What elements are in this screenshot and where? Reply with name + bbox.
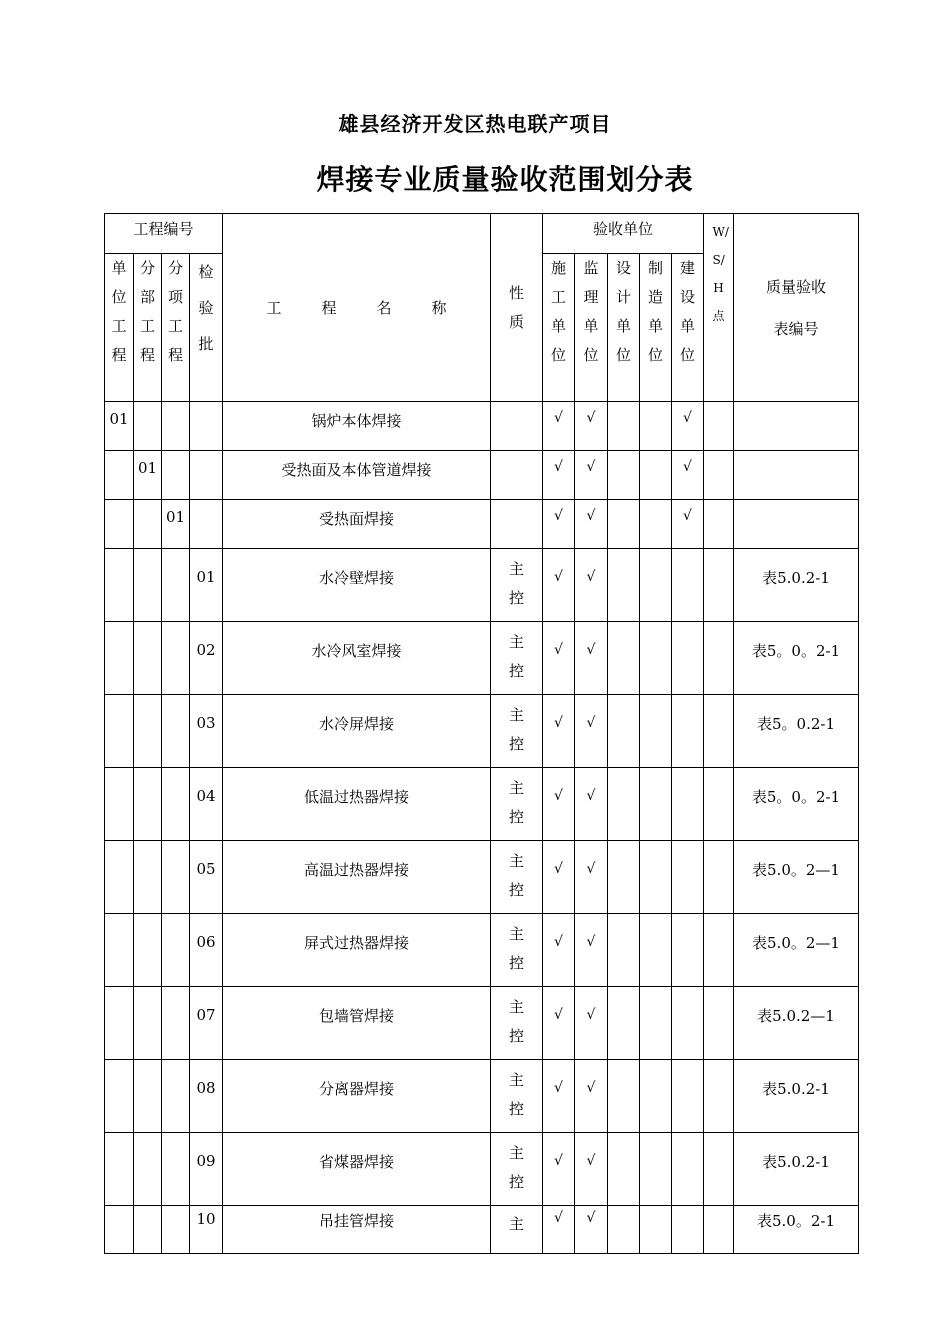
unit-project-cell: 01	[105, 402, 134, 451]
supervision-check-cell: √	[575, 451, 608, 500]
owner-check-cell	[672, 987, 704, 1060]
table-row	[105, 451, 859, 500]
division-project-cell	[134, 914, 162, 987]
acceptance-division-table	[104, 213, 859, 1254]
owner-check-cell	[672, 914, 704, 987]
wsh-point-cell	[704, 402, 734, 451]
division-project-cell	[134, 622, 162, 695]
unit-project-cell	[105, 1060, 134, 1133]
owner-unit-header	[672, 254, 704, 402]
construction-check-cell: √	[543, 549, 575, 622]
form-no-cell: 表5.0.2—1	[734, 987, 859, 1060]
unit-project-cell	[105, 1133, 134, 1206]
project-name-cell: 受热面焊接	[223, 500, 491, 549]
wsh-point-cell	[704, 451, 734, 500]
inspection-lot-cell: 02	[190, 622, 223, 695]
inspection-lot-cell: 05	[190, 841, 223, 914]
form-no-cell: 表5.0。2—1	[734, 841, 859, 914]
division-project-cell	[134, 549, 162, 622]
inspection-lot-cell: 04	[190, 768, 223, 841]
design-check-cell	[608, 914, 640, 987]
nature-header-text: 性质	[508, 283, 524, 331]
wsh-point-cell	[704, 500, 734, 549]
nature-cell	[491, 500, 543, 549]
nature-text: 主控	[508, 1071, 524, 1118]
nature-text: 主控	[508, 1144, 524, 1191]
nature-cell	[491, 402, 543, 451]
division-project-cell	[134, 1206, 162, 1254]
nature-cell	[491, 1206, 543, 1254]
inspection-lot-cell	[190, 402, 223, 451]
owner-check-cell	[672, 768, 704, 841]
table-row	[105, 1060, 859, 1133]
subitem-project-header	[162, 254, 190, 402]
design-check-cell	[608, 402, 640, 451]
subitem-project-header-text: 分项工程	[167, 259, 183, 364]
form-no-cell	[734, 500, 859, 549]
project-name-cell: 分离器焊接	[223, 1060, 491, 1133]
table-row	[105, 1206, 859, 1254]
form-no-cell: 表5。0。2-1	[734, 622, 859, 695]
design-check-cell	[608, 622, 640, 695]
supervision-check-cell: √	[575, 1133, 608, 1206]
supervision-check-cell: √	[575, 500, 608, 549]
construction-check-cell: √	[543, 451, 575, 500]
manufacturing-check-cell	[640, 402, 672, 451]
wsh-point-cell	[704, 1133, 734, 1206]
unit-project-cell	[105, 914, 134, 987]
project-name-cell: 屏式过热器焊接	[223, 914, 491, 987]
division-project-cell	[134, 1133, 162, 1206]
inspection-lot-cell: 01	[190, 549, 223, 622]
nature-cell	[491, 841, 543, 914]
form-no-cell: 表5。0。2-1	[734, 768, 859, 841]
owner-check-cell: √	[672, 402, 704, 451]
subitem-project-cell	[162, 768, 190, 841]
table-row	[105, 1133, 859, 1206]
owner-check-cell	[672, 1133, 704, 1206]
form-no-cell: 表5.0.2-1	[734, 1133, 859, 1206]
subitem-project-cell	[162, 841, 190, 914]
division-project-cell	[134, 500, 162, 549]
nature-text: 主控	[508, 560, 524, 607]
unit-project-header	[105, 254, 134, 402]
project-name-header	[223, 214, 491, 402]
inspection-lot-cell: 03	[190, 695, 223, 768]
subitem-project-cell	[162, 987, 190, 1060]
design-check-cell	[608, 841, 640, 914]
acceptance-units-header: 验收单位	[543, 214, 704, 254]
manufacturing-check-cell	[640, 1060, 672, 1133]
unit-project-cell	[105, 549, 134, 622]
project-name-cell: 吊挂管焊接	[223, 1206, 491, 1254]
nature-text: 主控	[508, 633, 524, 680]
subitem-project-cell	[162, 695, 190, 768]
nature-text: 主控	[508, 998, 524, 1045]
nature-text: 主控	[508, 925, 524, 972]
wsh-point-cell	[704, 1060, 734, 1133]
manufacturing-unit-header	[640, 254, 672, 402]
wsh-point-cell	[704, 914, 734, 987]
nature-cell	[491, 987, 543, 1060]
nature-cell	[491, 768, 543, 841]
form-no-header-line1: 质量验收	[765, 277, 826, 296]
supervision-check-cell: √	[575, 768, 608, 841]
manufacturing-check-cell	[640, 451, 672, 500]
project-name-cell: 省煤器焊接	[223, 1133, 491, 1206]
table-row	[105, 500, 859, 549]
supervision-check-cell: √	[575, 622, 608, 695]
subitem-project-cell	[162, 914, 190, 987]
nature-cell	[491, 549, 543, 622]
project-code-header: 工程编号	[105, 214, 223, 254]
owner-check-cell	[672, 1060, 704, 1133]
design-check-cell	[608, 987, 640, 1060]
header-row-1	[105, 214, 859, 254]
project-name-cell: 水冷屏焊接	[223, 695, 491, 768]
document-title: 雄县经济开发区热电联产项目	[338, 112, 612, 136]
subitem-project-cell	[162, 1060, 190, 1133]
supervision-check-cell: √	[575, 549, 608, 622]
project-name-cell: 锅炉本体焊接	[223, 402, 491, 451]
manufacturing-check-cell	[640, 1206, 672, 1254]
supervision-check-cell: √	[575, 402, 608, 451]
document-subtitle: 焊接专业质量验收范围划分表	[316, 163, 694, 196]
construction-check-cell: √	[543, 768, 575, 841]
construction-check-cell: √	[543, 914, 575, 987]
project-name-cell: 水冷风室焊接	[223, 622, 491, 695]
inspection-lot-cell	[190, 451, 223, 500]
inspection-lot-cell: 08	[190, 1060, 223, 1133]
construction-check-cell: √	[543, 987, 575, 1060]
nature-cell	[491, 1060, 543, 1133]
nature-cell	[491, 1133, 543, 1206]
subitem-project-cell	[162, 1133, 190, 1206]
unit-project-cell	[105, 768, 134, 841]
supervision-check-cell: √	[575, 695, 608, 768]
table-row	[105, 402, 859, 451]
construction-check-cell: √	[543, 1133, 575, 1206]
owner-check-cell: √	[672, 451, 704, 500]
form-no-cell: 表5。0.2-1	[734, 695, 859, 768]
unit-project-cell	[105, 841, 134, 914]
supervision-check-cell: √	[575, 987, 608, 1060]
table-row	[105, 695, 859, 768]
division-project-header-text: 分部工程	[139, 259, 155, 364]
inspection-lot-cell: 10	[190, 1206, 223, 1254]
construction-check-cell: √	[543, 622, 575, 695]
table-row	[105, 622, 859, 695]
subitem-project-cell	[162, 622, 190, 695]
inspection-lot-cell	[190, 500, 223, 549]
project-name-cell: 水冷壁焊接	[223, 549, 491, 622]
construction-check-cell: √	[543, 500, 575, 549]
construction-check-cell: √	[543, 1060, 575, 1133]
manufacturing-check-cell	[640, 500, 672, 549]
design-unit-header	[608, 254, 640, 402]
project-name-cell: 包墙管焊接	[223, 987, 491, 1060]
project-name-cell: 受热面及本体管道焊接	[223, 451, 491, 500]
manufacturing-unit-header-text: 制造单位	[647, 259, 663, 364]
form-no-cell: 表5.0.2-1	[734, 1060, 859, 1133]
owner-check-cell	[672, 841, 704, 914]
design-check-cell	[608, 768, 640, 841]
nature-text: 主控	[508, 706, 524, 753]
design-check-cell	[608, 695, 640, 768]
supervision-check-cell: √	[575, 841, 608, 914]
unit-project-cell	[105, 451, 134, 500]
supervision-check-cell: √	[575, 1060, 608, 1133]
design-unit-header-text: 设计单位	[615, 259, 631, 364]
division-project-cell	[134, 695, 162, 768]
owner-check-cell	[672, 695, 704, 768]
wsh-point-cell	[704, 549, 734, 622]
wsh-point-cell	[704, 841, 734, 914]
inspection-lot-cell: 06	[190, 914, 223, 987]
project-name-cell: 低温过热器焊接	[223, 768, 491, 841]
form-no-cell: 表5.0.2-1	[734, 549, 859, 622]
project-name-header-text: 工程名称	[266, 299, 487, 317]
owner-check-cell	[672, 549, 704, 622]
construction-check-cell: √	[543, 402, 575, 451]
form-no-header-line2: 表编号	[773, 319, 819, 338]
unit-project-cell	[105, 695, 134, 768]
design-check-cell	[608, 500, 640, 549]
construction-check-cell: √	[543, 695, 575, 768]
wsh-point-cell	[704, 987, 734, 1060]
nature-cell	[491, 451, 543, 500]
division-project-header	[134, 254, 162, 402]
owner-check-cell: √	[672, 500, 704, 549]
subitem-project-cell	[162, 402, 190, 451]
design-check-cell	[608, 451, 640, 500]
wsh-point-header	[704, 214, 734, 402]
wsh-point-cell	[704, 768, 734, 841]
wsh-point-cell	[704, 1206, 734, 1254]
manufacturing-check-cell	[640, 1133, 672, 1206]
nature-cell	[491, 695, 543, 768]
construction-unit-header	[543, 254, 575, 402]
wsh-point-cell	[704, 695, 734, 768]
unit-project-cell	[105, 987, 134, 1060]
inspection-lot-header-text: 检验批	[198, 263, 214, 353]
inspection-lot-cell: 09	[190, 1133, 223, 1206]
table-row	[105, 914, 859, 987]
construction-check-cell: √	[543, 1206, 575, 1254]
form-no-cell	[734, 402, 859, 451]
owner-check-cell	[672, 622, 704, 695]
owner-unit-header-text: 建设单位	[679, 259, 695, 364]
owner-check-cell	[672, 1206, 704, 1254]
division-project-cell	[134, 1060, 162, 1133]
manufacturing-check-cell	[640, 914, 672, 987]
manufacturing-check-cell	[640, 841, 672, 914]
nature-header	[491, 214, 543, 402]
construction-check-cell: √	[543, 841, 575, 914]
manufacturing-check-cell	[640, 768, 672, 841]
division-project-cell	[134, 841, 162, 914]
manufacturing-check-cell	[640, 549, 672, 622]
inspection-lot-header	[190, 254, 223, 402]
nature-text: 主控	[508, 779, 524, 826]
design-check-cell	[608, 549, 640, 622]
table-row	[105, 841, 859, 914]
construction-unit-header-text: 施工单位	[550, 259, 566, 364]
unit-project-header-text: 单位工程	[111, 259, 127, 364]
wsh-point-cell	[704, 622, 734, 695]
division-project-cell: 01	[134, 451, 162, 500]
manufacturing-check-cell	[640, 622, 672, 695]
nature-text: 主控	[508, 852, 524, 899]
form-no-header	[734, 214, 859, 402]
supervision-unit-header	[575, 254, 608, 402]
supervision-unit-header-text: 监理单位	[583, 259, 599, 364]
form-no-cell: 表5.0。2-1	[734, 1206, 859, 1254]
subitem-project-cell	[162, 451, 190, 500]
table-row	[105, 768, 859, 841]
nature-cell	[491, 622, 543, 695]
division-project-cell	[134, 768, 162, 841]
division-project-cell	[134, 987, 162, 1060]
inspection-lot-cell: 07	[190, 987, 223, 1060]
manufacturing-check-cell	[640, 695, 672, 768]
project-name-cell: 高温过热器焊接	[223, 841, 491, 914]
supervision-check-cell: √	[575, 914, 608, 987]
subitem-project-cell	[162, 549, 190, 622]
wsh-point-header-text: W/S/H点	[712, 225, 729, 323]
table-row	[105, 987, 859, 1060]
subitem-project-cell: 01	[162, 500, 190, 549]
form-no-cell: 表5.0。2—1	[734, 914, 859, 987]
design-check-cell	[608, 1060, 640, 1133]
form-no-cell	[734, 451, 859, 500]
design-check-cell	[608, 1133, 640, 1206]
division-project-cell	[134, 402, 162, 451]
unit-project-cell	[105, 622, 134, 695]
manufacturing-check-cell	[640, 987, 672, 1060]
nature-text: 主	[508, 1215, 524, 1233]
unit-project-cell	[105, 1206, 134, 1254]
supervision-check-cell: √	[575, 1206, 608, 1254]
subitem-project-cell	[162, 1206, 190, 1254]
table-row	[105, 549, 859, 622]
design-check-cell	[608, 1206, 640, 1254]
nature-cell	[491, 914, 543, 987]
unit-project-cell	[105, 500, 134, 549]
